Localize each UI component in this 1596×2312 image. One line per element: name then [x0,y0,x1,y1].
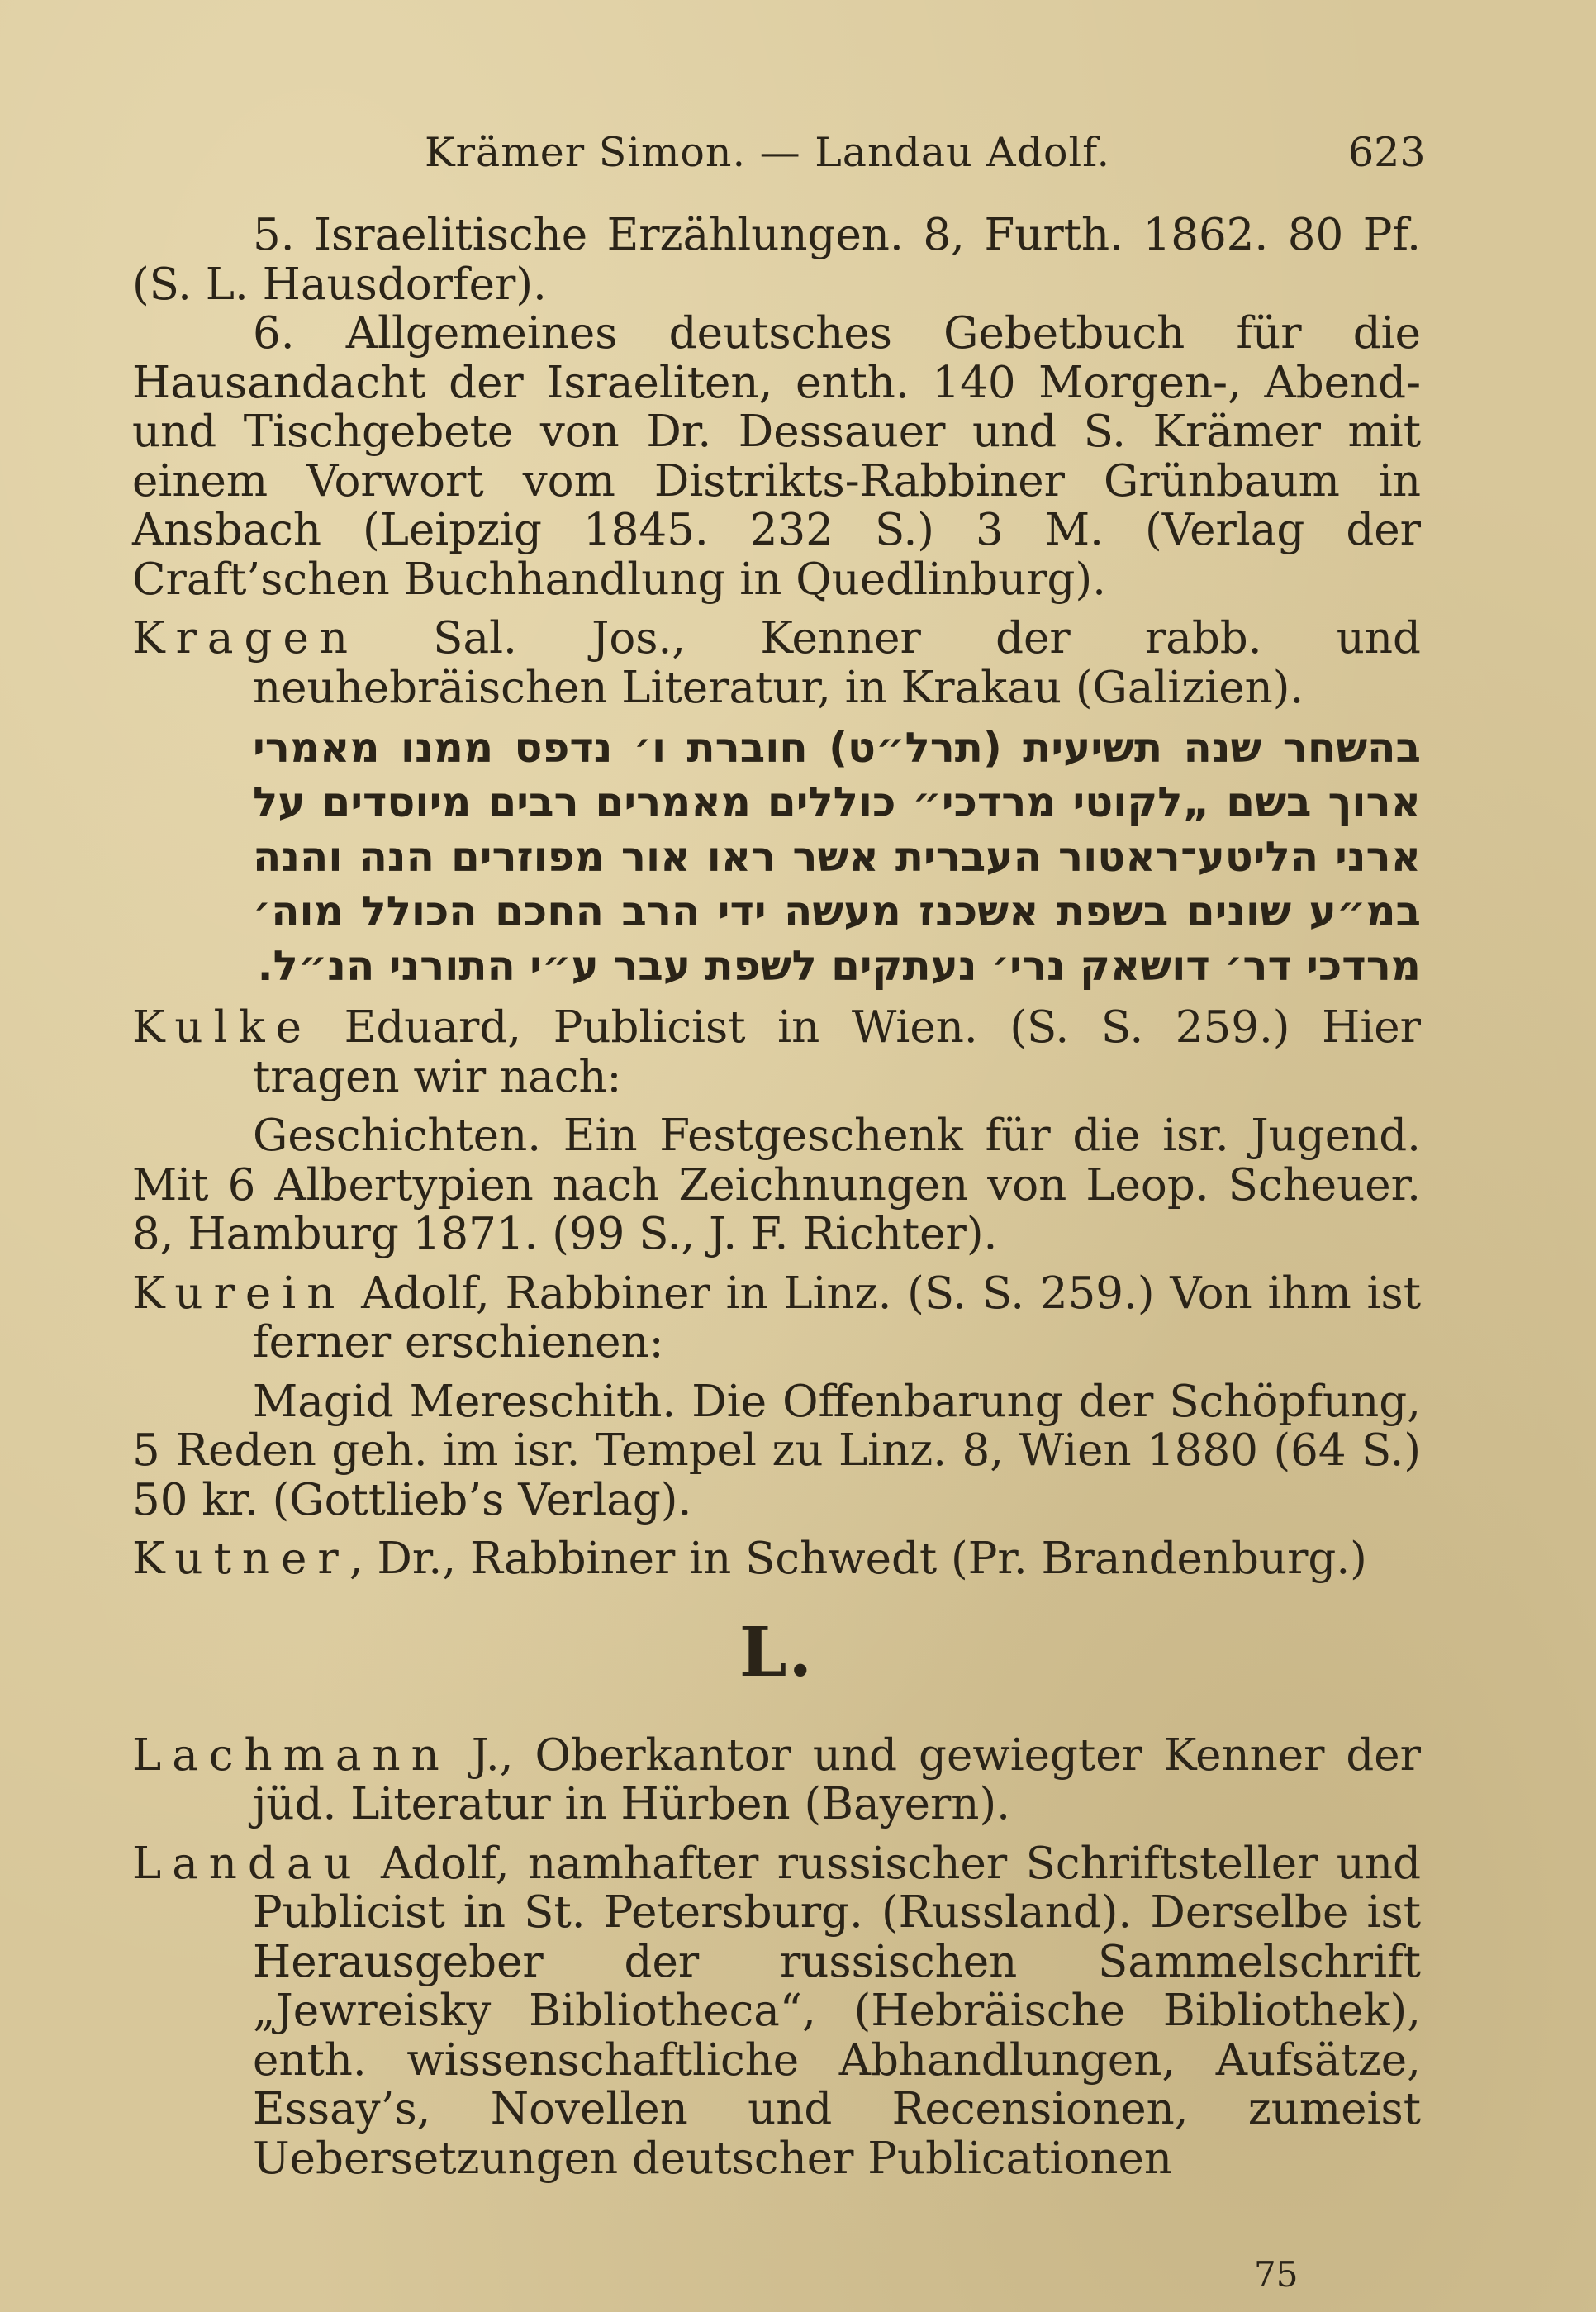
page-number: 623 [1348,129,1426,176]
entry-kulke [132,1003,1421,1101]
entry-kragen-hebrew: בהשחר שנה תשיעית (תרל״ט) חוברת ו׳ נדפס ממנו מאמרי ארוך בשם „לקוטי מרדכי״ כוללים מאמרים רבים מיוסדים על ארני הליטע־ראטור העברית אשר ראו אור מפוזרים הנה והנה במ״ע שונים בשפת אשכנז מעשה ידי הרב החכם הכולל מוה׳ מרדכי דר׳ דושאק נרי׳ נעתקים לשפת עבר ע״י התורני הנ״ל. [253,724,1421,990]
section-letter-heading: L. [739,1612,815,1692]
entry-text: Adolf, namhafter russischer Schriftsteller und Publicist in St. Petersburg. (Russland). Derselbe ist Herausgeber der russischen Sammelschrift „Jewreisky Bibliotheca“, (Hebräische Bibliothek), enth. wissenschaftliche Abhandlungen, Aufsätze, Essay’s, Novellen und Recensionen, zumeist Uebersetzungen deutscher Publicationen [253,1838,1421,2184]
entry-name: Lachmann [132,1729,450,1781]
entry-kraemer-item-5: 5. Israelitische Erzählungen. 8, Furth. 1862. 80 Pf. (S. L. Hausdorfer). [132,210,1421,310]
entry-kraemer-item-6: 6. Allgemeines deutsches Gebetbuch für die Hausandacht der Israeliten, enth. 140 Morgen-, Abend- und Tischgebete von Dr. Dessauer und S. Krämer mit einem Vorwort vom Distrikts-Rabbiner Grünbaum in Ansbach (Leipzig 1845. 232 S.) 3 M. (Verlag der Craft’schen Buchhandlung in Quedlinburg). [132,308,1421,605]
entry-name: Kragen [132,613,359,664]
entry-text: Sal. Jos., Kenner der rabb. und neuhebräischen Literatur, in Krakau (Galizien). [253,613,1421,713]
entry-kurein [132,1269,1421,1368]
entry-name: Kutner [132,1534,349,1584]
entry-name: Kurein [132,1268,346,1319]
entry-text: Adolf, Rabbiner in Linz. (S. S. 259.) Von ihm ist ferner erschienen: [253,1268,1421,1368]
entry-kurein-work: Magid Mereschith. Die Offenbarung der Schöpfung, 5 Reden geh. im isr. Tempel zu Linz. 8, Wien 1880 (64 S.) 50 kr. (Gottlieb’s Verlag). [132,1376,1421,1525]
entry-name: Landau [132,1838,363,1889]
entry-kutner [132,1534,1421,1584]
entry-kulke-work: Geschichten. Ein Festgeschenk für die isr. Jugend. Mit 6 Albertypien nach Zeichnungen von Leop. Scheuer. 8, Hamburg 1871. (99 S., J. F. Richter). [132,1111,1421,1259]
running-title: Krämer Simon. — Landau Adolf. [425,129,1111,176]
entry-kragen [132,614,1421,712]
entry-text: , Dr., Rabbiner in Schwedt (Pr. Brandenburg.) [349,1534,1367,1584]
entry-text: Eduard, Publicist in Wien. (S. S. 259.) Hier tragen wir nach: [253,1002,1421,1102]
entry-text: J., Oberkantor und gewiegter Kenner der jüd. Literatur in Hürben (Bayern). [253,1729,1421,1829]
entry-lachmann [132,1731,1421,1829]
running-header [0,122,1596,188]
body-text [132,211,1421,2183]
entry-landau [132,1839,1421,2184]
entry-name: Kulke [132,1002,312,1053]
signature-mark: 75 [1254,2254,1299,2295]
